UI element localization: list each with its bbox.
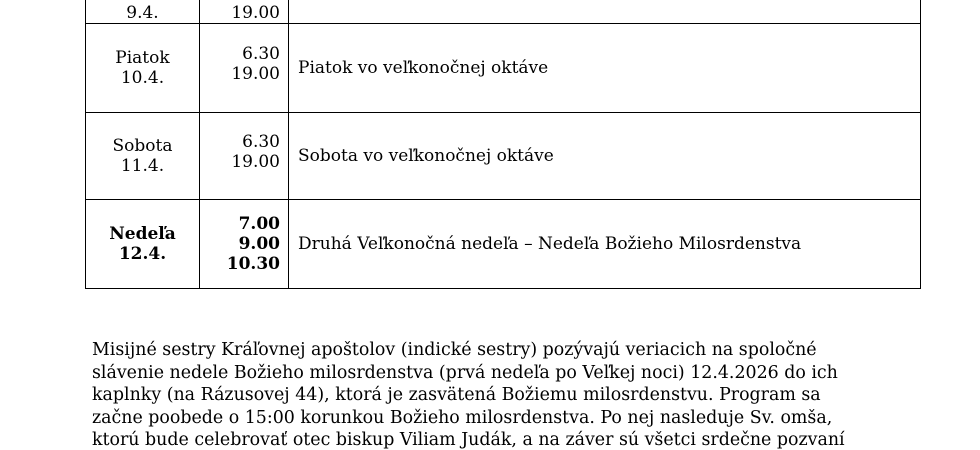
description-cell [289, 113, 921, 200]
day-cell [86, 24, 200, 113]
date-label: 12.4. [118, 244, 167, 264]
description-cell [289, 200, 921, 289]
date-label: 10.4. [120, 68, 165, 88]
mass-time: 9.00 [238, 234, 280, 254]
description-cell [289, 0, 921, 24]
mass-time: 6.30 [242, 132, 280, 152]
description-text: Sobota vo veľkonočnej oktáve [298, 146, 554, 166]
description-text: Piatok vo veľkonočnej oktáve [298, 58, 549, 78]
description-text: Druhá Veľkonočná nedeľa – Nedeľa Božieho Milosrdenstva [298, 234, 802, 254]
day-cell [86, 0, 200, 24]
description-cell [289, 24, 921, 113]
mass-time: 10.30 [226, 254, 280, 274]
announcement-line: začne poobede o 15:00 korunkou Božieho milosrdenstva. Po nej nasleduje Sv. omša, [92, 407, 833, 428]
mass-time: 19.00 [231, 3, 280, 23]
announcement-paragraph [92, 339, 922, 450]
announcement-line: Misijné sestry Kráľovnej apoštolov (indické sestry) pozývajú veriacich na spoločné [92, 340, 817, 360]
day-cell [86, 200, 200, 289]
time-cell [200, 113, 289, 200]
schedule-row-thursday [86, 0, 921, 24]
mass-time: 19.00 [231, 64, 280, 84]
schedule-row-friday [86, 24, 921, 113]
date-label: 9.4. [126, 3, 159, 23]
announcement-line: ktorú bude celebrovať otec biskup Viliam Judák, a na záver sú všetci srdečne pozvaní [92, 430, 845, 450]
time-cell [200, 24, 289, 113]
mass-time: 7.00 [238, 214, 280, 234]
schedule-row-sunday [86, 200, 921, 289]
date-label: 11.4. [120, 156, 165, 176]
day-label: Piatok [115, 48, 170, 68]
time-cell [200, 0, 289, 24]
mass-time: 6.30 [242, 44, 280, 64]
day-label: Nedeľa [109, 224, 176, 244]
announcement-line: slávenie nedele Božieho milosrdenstva (prvá nedeľa po Veľkej noci) 12.4.2026 do ich [92, 362, 838, 383]
schedule-row-saturday [86, 113, 921, 200]
mass-time: 19.00 [231, 152, 280, 172]
mass-schedule-table [85, 0, 921, 289]
announcement-line: kaplnky (na Rázusovej 44), ktorá je zasvätená Božiemu milosrdenstvu. Program sa [92, 385, 821, 405]
time-cell [200, 200, 289, 289]
day-label: Sobota [112, 136, 173, 156]
day-cell [86, 113, 200, 200]
